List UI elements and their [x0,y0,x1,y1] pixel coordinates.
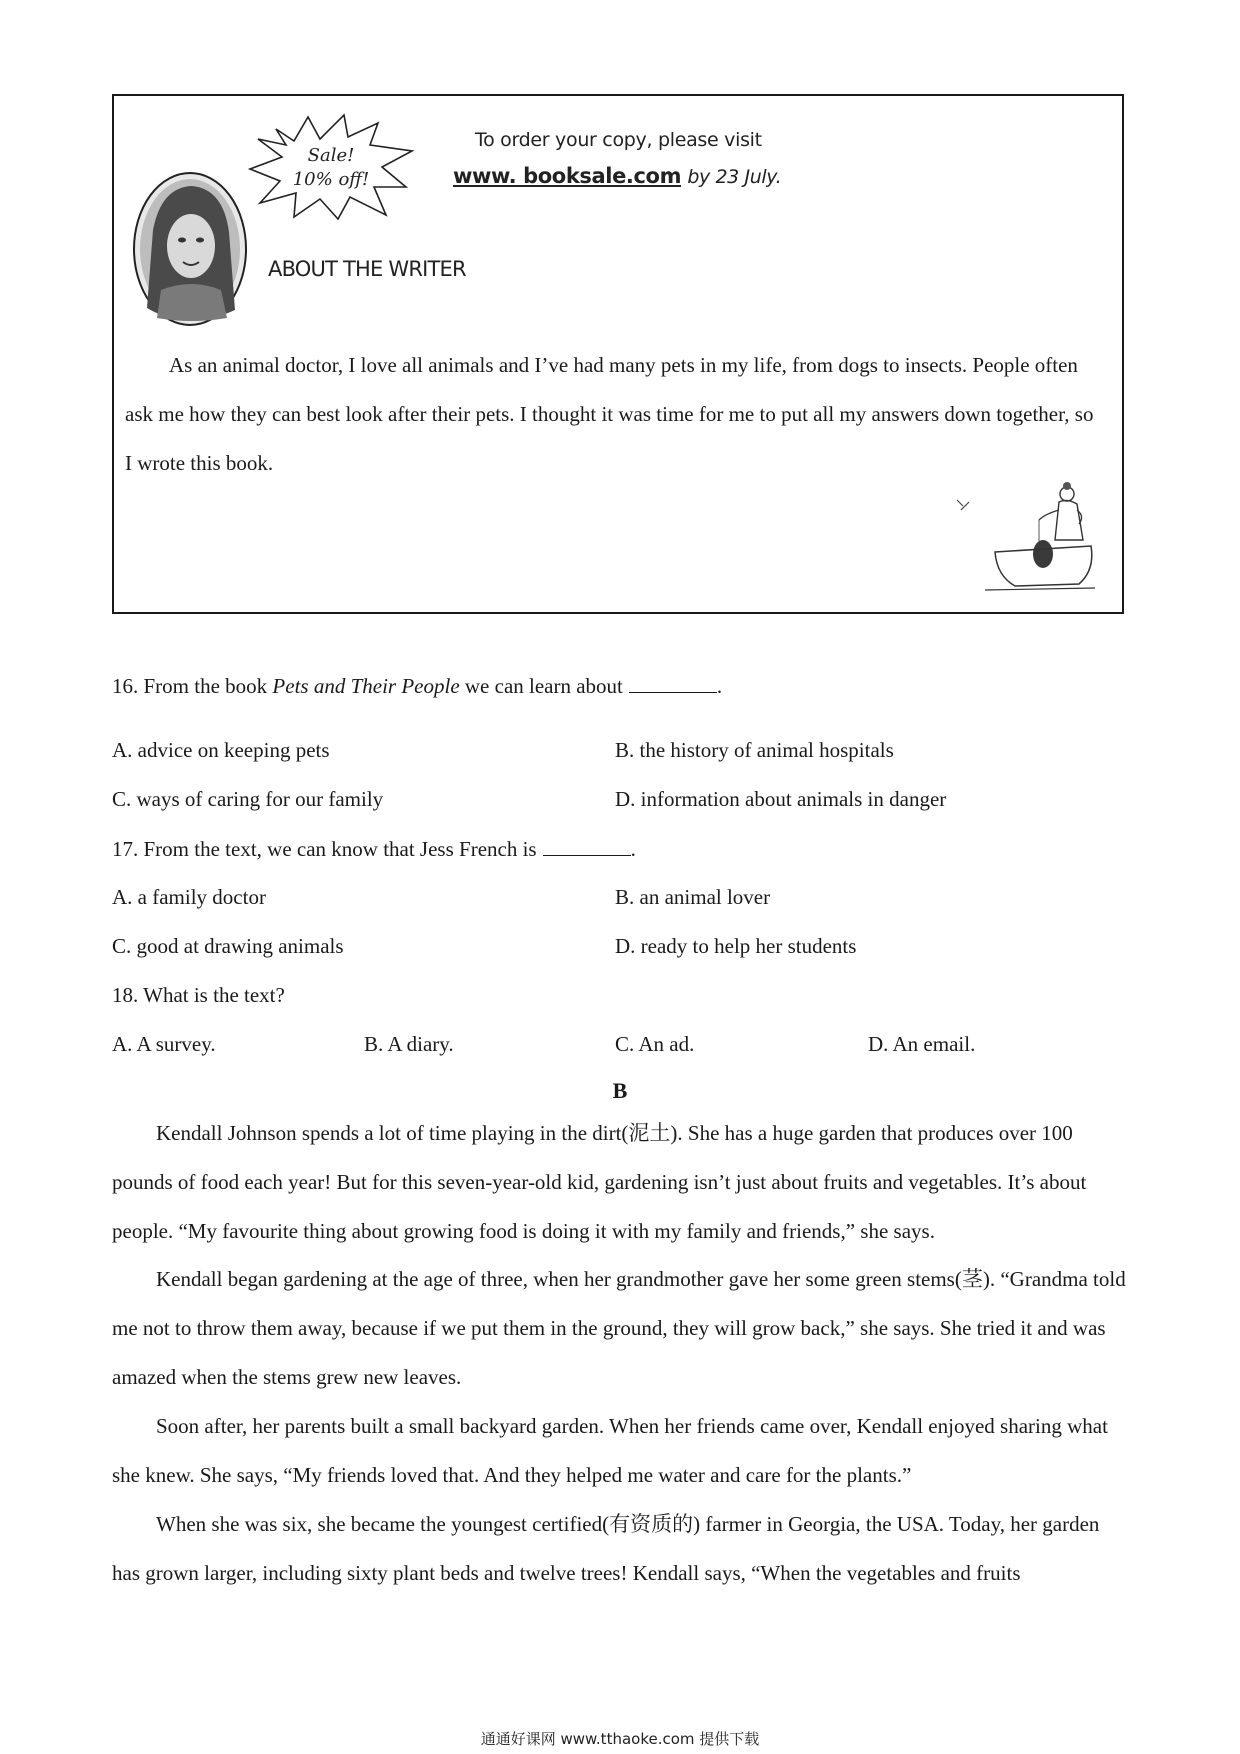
question-18-text: 18. What is the text? [112,983,285,1007]
sale-line-2: 10% off! [292,169,370,190]
question-17: 17. From the text, we can know that Jess French is . [112,837,636,861]
passage-paragraph-2: Kendall began gardening at the age of three, when her grandmother gave her some green stems(茎). “Grandma told me not to throw them away, because if we put them in the ground, they will grow back,” she says. She tried it and was amazed when the stems grew new leaves. [112,1267,1126,1389]
order-instruction: To order your copy, please visit [475,129,762,151]
book-title: Pets and Their People [272,674,460,698]
answer-blank[interactable] [543,836,631,856]
passage-paragraph-3: Soon after, her parents built a small backyard garden. When her friends came over, Kendall enjoyed sharing what she knew. She says, “My friends loved that. And they helped me water and care for the plants.” [112,1414,1108,1487]
answer-blank[interactable] [629,673,717,693]
q18-option-a[interactable]: A. A survey. [112,1032,216,1056]
q17-option-a[interactable]: A. a family doctor [112,885,266,909]
dog-bath-illustration [955,480,1105,600]
writer-paragraph: As an animal doctor, I love all animals and I’ve had many pets in my life, from dogs to insects. People often ask me how they can best look after their pets. I thought it was time for me to put all my answers down together, so I wrote this book. [125,353,1094,475]
q18-option-d[interactable]: D. An email. [868,1032,976,1056]
question-18 [112,983,285,1008]
question-16-suffix: we can learn about [464,674,623,698]
q16-option-b[interactable]: B. the history of animal hospitals [615,738,894,762]
sale-text [246,144,416,192]
q16-option-c[interactable]: C. ways of caring for our family [112,787,384,811]
question-17-text: 17. From the text, we can know that Jess French is [112,837,537,861]
order-url-link[interactable]: www. booksale.com [453,164,682,188]
q17-option-d[interactable]: D. ready to help her students [615,934,857,958]
q16-option-a[interactable]: A. advice on keeping pets [112,738,330,762]
question-16-number: 16. From the book [112,674,268,698]
q16-option-d[interactable]: D. information about animals in danger [615,787,947,811]
order-url-line [453,164,781,188]
sale-line-1: Sale! [307,145,355,166]
q17-option-b[interactable]: B. an animal lover [615,885,771,909]
passage-paragraph-1: Kendall Johnson spends a lot of time playing in the dirt(泥土). She has a huge garden that produces over 100 pounds of food each year! But for this seven-year-old kid, gardening isn’t just about fruits and vegetables. It’s about people. “My favourite thing about growing food is doing it with my family and friends,” she says. [112,1121,1087,1243]
passage-paragraph-4: When she was six, she became the youngest certified(有资质的) farmer in Georgia, the USA. Today, her garden has grown larger, including sixty plant beds and twelve trees! Kendall says, “When the vegetables and fruits [112,1512,1100,1585]
order-deadline: by 23 July. [687,166,782,188]
q18-option-b[interactable]: B. A diary. [364,1032,454,1056]
writer-portrait-image [131,170,249,328]
question-16: 16. From the book Pets and Their People we can learn about . [112,674,723,698]
q17-option-c[interactable]: C. good at drawing animals [112,934,344,958]
page-footer: 通通好课网 www.tthaoke.com 提供下载 [480,1730,760,1748]
section-b-heading: B [612,1078,628,1103]
about-writer-heading: ABOUT THE WRITER [268,257,466,281]
q18-option-c[interactable]: C. An ad. [615,1032,695,1056]
